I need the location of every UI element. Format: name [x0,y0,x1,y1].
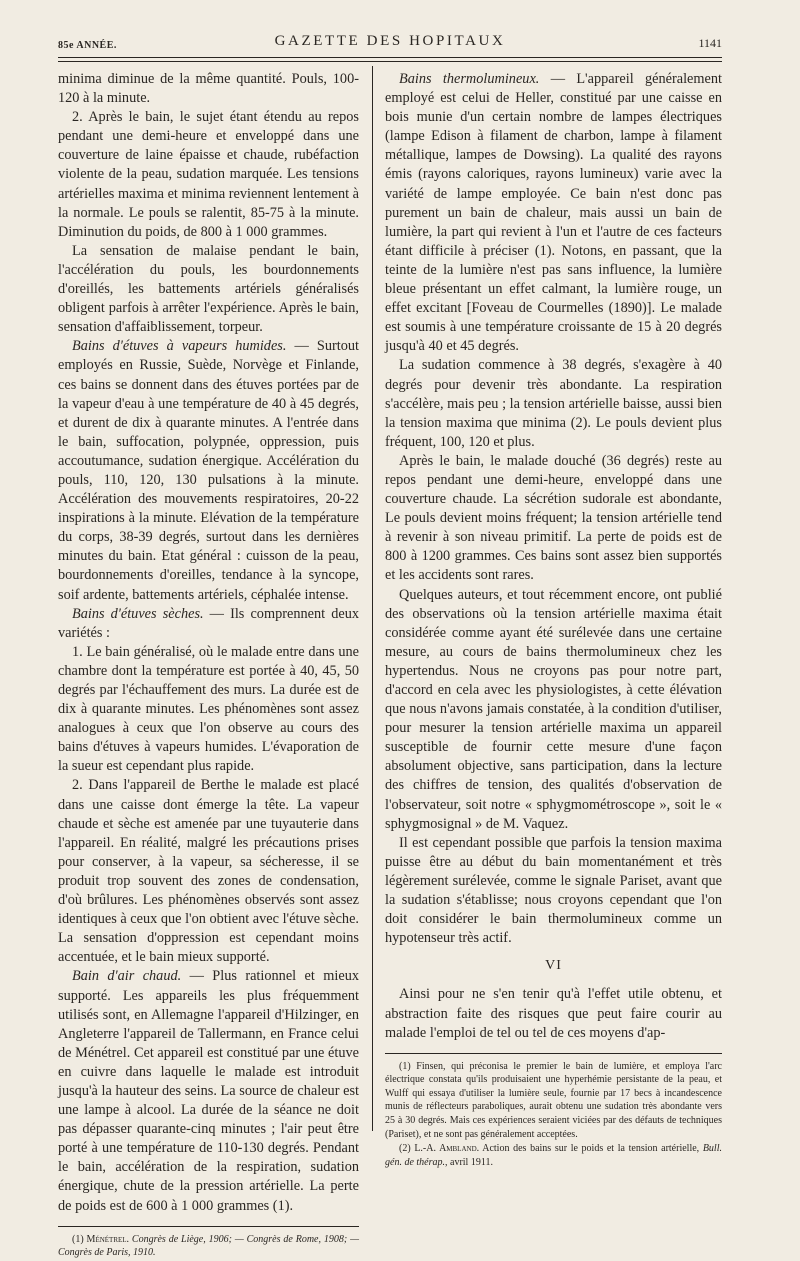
footnote [385,1142,722,1169]
page-number: 1141 [698,36,722,50]
right-column [385,70,722,1170]
footnote [58,1233,359,1260]
footnote-text: Congrès de Liège, 1906; — Congrès de Rome, 1908; — Congrès de Paris, 1910. [58,1233,359,1259]
paragraph: minima diminue de la même quantité. Pouls, 100-120 à la minute. [58,71,359,107]
footnote-rule [58,1226,359,1227]
header-rule [58,57,722,58]
footnote-rule [385,1053,722,1054]
footnote-text: Action des bains sur le poids et la tension artérielle, [479,1143,703,1155]
section-title: Bains d'étuves sèches. [72,605,204,622]
volume-year: 85e ANNÉE. [58,40,117,51]
paragraph: La sudation commence à 38 degrés, s'exagère à 40 degrés pour devenir très abondante. La respiration s'accélère, mais peu ; la tension artérielle baisse, aussi bien la tension maxima que minima (2). Le pouls devient plus fréquent, 100, 120 et plus. [385,357,722,450]
paragraph: Après le bain, le malade douché (36 degrés) reste au repos pendant une demi-heure, enveloppé dans une couverture chaude. La sécrétion sudorale est abondante, Le pouls devient moins fréquent; la tension artérielle tend à revenir à son niveau primitif. La perte de poids est de 800 à 1200 grammes. Ces bains sont assez bien supportés et les accidents sont rares. [385,452,722,584]
paragraph-text: — Surtout employés en Russie, Suède, Norvège et Finlande, ces bains se donnent dans des étuves portées par de la vapeur d'eau à une température de 40 à 45 degrés, et durent de dix à quarante minutes. A l'entrée dans le bain, suffocation, polypnée, oppression, puis accoutumance, sudation énergique. Accélération du pouls, 110, 120, 130 pulsations à la minute. Accélération des mouvements respiratoires, 20-22 inspirations à la minute. Elévation de la température du corps, 38-39 degrés, surtout dans les dernières minutes du bain. Etat général : cuisson de la peau, bourdonnements d'oreilles, tendance à la syncope, soif ardente, battements artériels, céphalée intense. [58,338,359,603]
page-header [58,30,722,54]
section-title: Bain d'air chaud. [72,968,182,985]
section-title: Bains thermolumineux. [399,71,540,87]
footnote: (1) Finsen, qui préconisa le premier le bain de lumière, et employa l'arc électrique constata qu'ils produisaient une hyperhémie persistante de la peau, et Wulff qui essaya d'utiliser la lumière seule, fournie par 17 becs à incandescence munis de réflecteurs paraboliques, aurait obtenu une sudation très abondante vers 25 à 30 degrés. Mais ces expériences seraient viciées par des défauts de techniques (Pariset), et ne sont pas généralement acceptées. [385,1060,722,1140]
footnotes [385,1060,722,1170]
footnote-number: (1) [72,1233,87,1245]
paragraph [385,70,722,356]
paragraph [58,967,359,1215]
paragraph: Quelques auteurs, et tout récemment encore, ont publié des observations où la tension artérielle maxima était considérée comme ayant été surélevée dans une certaine mesure, au cours de bains thermolumineux chez les hypertendus. Nous ne croyons pas pour notre part, d'accord en cela avec les physiologistes, à cette élévation que nous n'avons jamais constatée, à la condition d'utiliser, pour mesurer la tension artérielle maxima un appareil susceptible de fournir cette mesure d'une façon absolument objective, sans participation, dans la lecture des chiffres de tension, des qualités d'observation de l'observateur, soit notre « sphygmométroscope », soit le « sphygmosignal » de M. Vaquez. [385,586,722,832]
paragraph: 2. Après le bain, le sujet étant étendu au repos pendant une demi-heure et enveloppé dans une couverture de laine épaisse et chaude, rubéfaction violente de la peau, sudation marquée. Les tensions artérielles maxima et minima reviennent lentement à la normale. Le pouls se ralentit, 85-75 à la minute. Diminution du poids, de 800 à 1 000 grammes. [58,109,359,240]
footnotes [58,1233,359,1260]
paragraph [58,337,359,604]
footnote-number: (2) [399,1143,415,1155]
paragraph: 2. Dans l'appareil de Berthe le malade est placé dans une caisse dont émerge la tête. La vapeur chaude et sèche est amenée par une tuyauterie dans l'appareil. En réalité, malgré les précautions prises pour conserver, à la vapeur, sa sécheresse, il se produit trop souvent des zones de condensation, d'où brûlures. Les phénomènes observés sont assez identiques à ceux que l'on obtient avec l'étuve sèche. La sensation d'oppression est cependant moins accentuée, et le bain mieux supporté. [58,777,359,966]
paragraph: Il est cependant possible que parfois la tension maxima puisse être au début du bain momentanément et très légèrement surélevée, comme le signale Pariset, avant que la sudation s'établisse; nous croyons cependant que l'on doit considérer le bain thermolumineux comme un hypotenseur très actif. [385,834,722,947]
left-column [58,70,359,1261]
paragraph: La sensation de malaise pendant le bain, l'accélération du pouls, les bourdonnements d'oreillés, les battements artériels généralisés obligent parfois à arrêter l'expérience. Après le bain, sensation d'affaiblissement, torpeur. [58,242,359,336]
paragraph-text: — Plus rationnel et mieux supporté. Les appareils les plus fréquemment utilisés sont, en Allemagne l'appareil d'Hilzinger, en Angleterre l'appareil de Tallermann, en France celui de Ménétrel. Cet appareil est constitué par une étuve en cuivre dans laquelle le malade est introduit jusqu'à la hauteur des seins. La source de chaleur est une lampe à alcool. La durée de la séance ne doit pas dépasser quarante-cinq minutes ; l'air peut être porté à une température de 110-130 degrés. Pendant le bain, accélération de la respiration, sudation énergique, chute de la pression artérielle. La perte de poids est de 600 à 1 000 grammes (1). [58,968,359,1214]
paragraph-text: — L'appareil généralement employé est celui de Heller, constitué par une caisse en bois munie d'un certain nombre de lampes électriques (lampe Edison à filament de charbon, lampe à filament métallique, lampes de Dowsing). La qualité des rayons émis (rayons caloriques, rayons lumineux) varie avec la variété de lampe employée. Ce bain n'est donc pas purement un bain de chaleur, mais aussi un bain de lumière, la part qui revient à l'un et l'autre de ces facteurs étant difficile à préciser (1). Notons, en passant, que la teinte de la lumière n'est pas sans influence, la lumière bleue présentant un effet calmant, la lumière rouge, un effet excitant [Foveau de Courmelles (1890)]. Le malade est soumis à une température croissante de 15 à 20 degrés jusqu'à 40 et 45 degrés. [385,71,722,355]
footnote-journal: Bull. gén. de thérap. [385,1143,722,1168]
footnote-author: L.-A. Ambland. [414,1143,480,1155]
paragraph [58,605,359,643]
footnote-text: , avril 1911. [445,1156,493,1168]
section-heading: VI [545,958,562,974]
paragraph: 1. Le bain généralisé, où le malade entre dans une chambre dont la température est portée à 40, 45, 50 degrés par l'échauffement des murs. La durée est de dix à quarante minutes. Les phénomènes sont assez analogues à ceux que l'on observe au cours des bains d'étuves à vapeurs humides. L'évaporation de la sueur est cependant plus rapide. [58,643,359,775]
footnote-author: Ménétrel. [86,1233,130,1245]
section-title: Bains d'étuves à vapeurs humides. [72,338,287,355]
paragraph-text: — Ils comprennent deux variétés : [58,605,359,641]
column-divider [372,66,373,1131]
paragraph: Ainsi pour ne s'en tenir qu'à l'effet utile obtenu, et abstraction faite des risques que peut faire courir au malade l'emploi de tel ou tel de ces moyens d'ap- [385,986,722,1041]
header-rule-thin [58,61,722,62]
journal-title: GAZETTE DES HOPITAUX [274,33,506,49]
